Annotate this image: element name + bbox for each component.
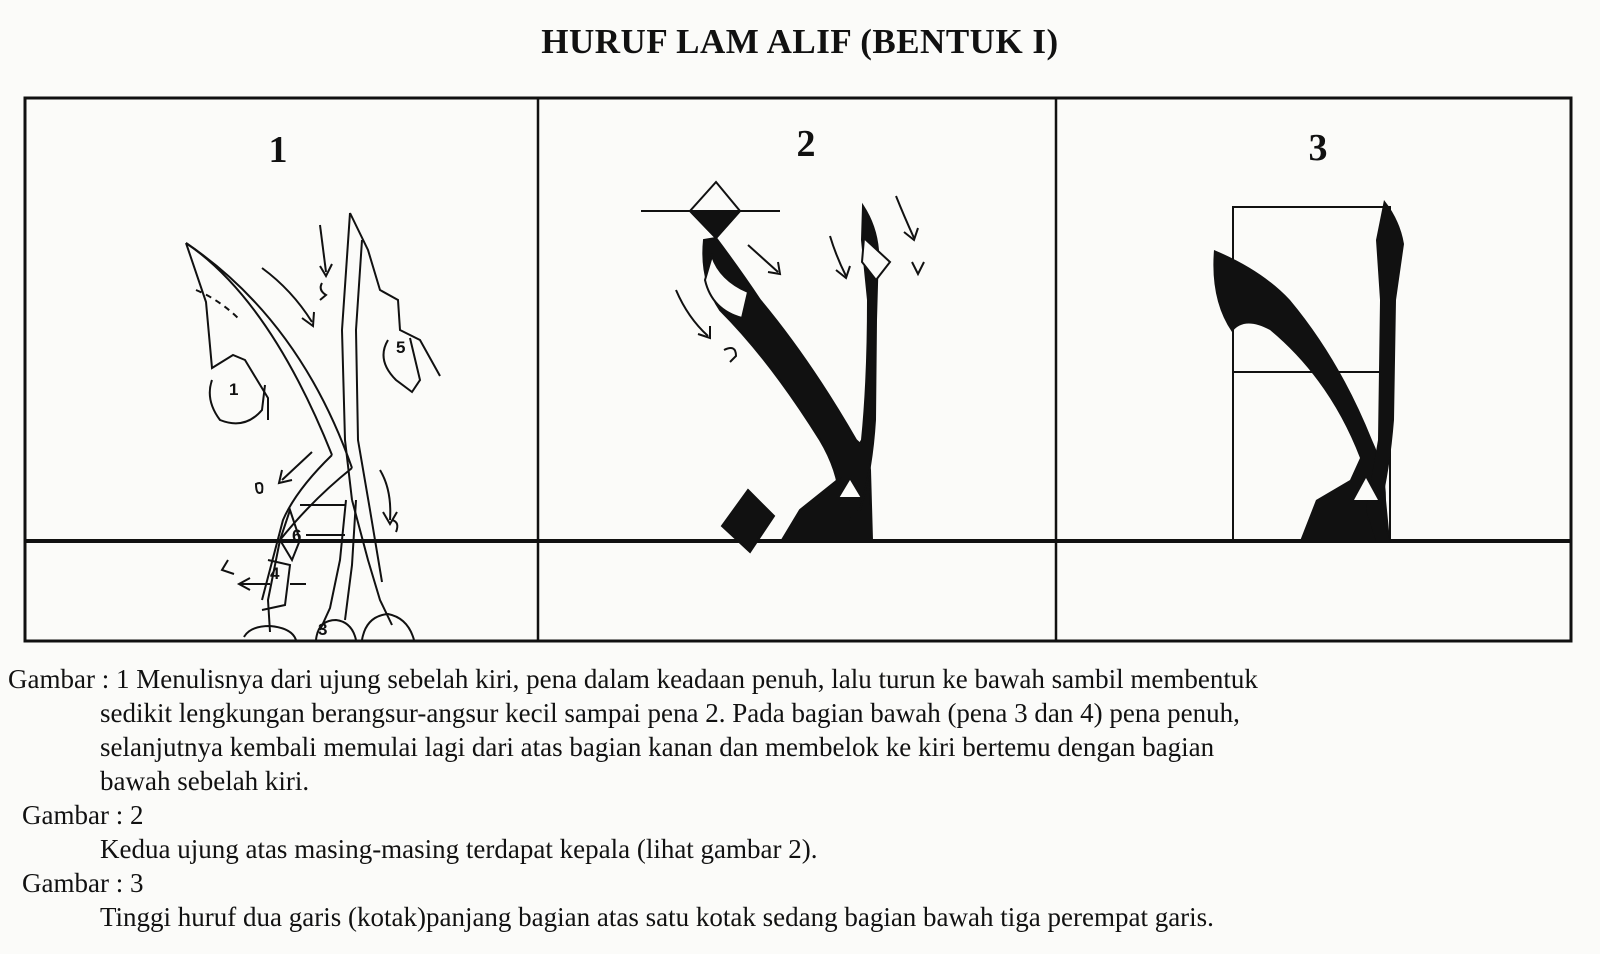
alif-left-edge: [342, 213, 352, 500]
caption-2-heading: Gambar : 2: [22, 800, 144, 830]
alif-top-right: [350, 213, 440, 376]
arrow-1: [320, 225, 326, 272]
p2-arrow-4: [676, 290, 708, 336]
mark-arabic-5: [256, 483, 262, 493]
panel-number-2: 2: [796, 123, 816, 165]
panel1-drawing: [186, 213, 440, 640]
panel-number-3: 3: [1308, 127, 1328, 169]
arrow-2: [262, 268, 312, 322]
caption-1-line-3: selanjutnya kembali memulai lagi dari atas bagian kanan dan membelok ke kiri bertemu dengan bagian: [100, 732, 1215, 762]
pen-label-1: 1: [229, 380, 239, 399]
p2-mark-2: [724, 348, 736, 362]
lower-mid-stroke: [320, 500, 346, 630]
caption-1-line-2: sedikit lengkungan berangsur-angsur kecil sampai pena 2. Pada bagian bawah (pena 3 dan 4) pena penuh,: [100, 698, 1240, 728]
mark-arabic-2: [392, 520, 397, 532]
lam-left-edge: [186, 243, 268, 420]
arrow-3: [282, 452, 312, 480]
page-title: HURUF LAM ALIF (BENTUK I): [541, 22, 1059, 61]
head-diamond-fill: [690, 211, 740, 238]
pen-label-3: 3: [318, 620, 328, 639]
caption-2-body: Kedua ujung atas masing-masing terdapat kepala (lihat gambar 2).: [100, 834, 818, 864]
pen-label-4: 4: [270, 564, 280, 583]
panel-number-1: 1: [268, 129, 288, 171]
figure-captions: [8, 662, 1598, 934]
p2-mark-7: [912, 262, 924, 274]
pen-label-5: 5: [396, 338, 406, 357]
lower-left-stroke: [268, 468, 352, 632]
lam-diagonal-inner: [186, 243, 332, 455]
mark-arabic-4: [320, 283, 326, 300]
p2-arrow-1: [748, 245, 778, 272]
caption-1-line-4: bawah sebelah kiri.: [100, 766, 310, 796]
panel3-drawing: [1213, 200, 1404, 541]
caption-3-body: Tinggi huruf dua garis (kotak)panjang bagian atas satu kotak sedang bagian bawah tiga perempat garis.: [100, 902, 1214, 932]
panel2-drawing: [641, 182, 924, 552]
p2-arrow-2: [830, 236, 846, 276]
caption-3-heading: Gambar : 3: [22, 868, 144, 898]
pen-label-6: 6: [292, 526, 302, 545]
lower-mid-stroke-2: [345, 500, 356, 620]
mark-arabic-3: [222, 560, 234, 574]
caption-1-line-1: Gambar : 1 Menulisnya dari ujung sebelah kiri, pena dalam keadaan penuh, lalu turun ke bawah sambil membentuk: [8, 664, 1258, 694]
arrow-4: [380, 470, 390, 520]
